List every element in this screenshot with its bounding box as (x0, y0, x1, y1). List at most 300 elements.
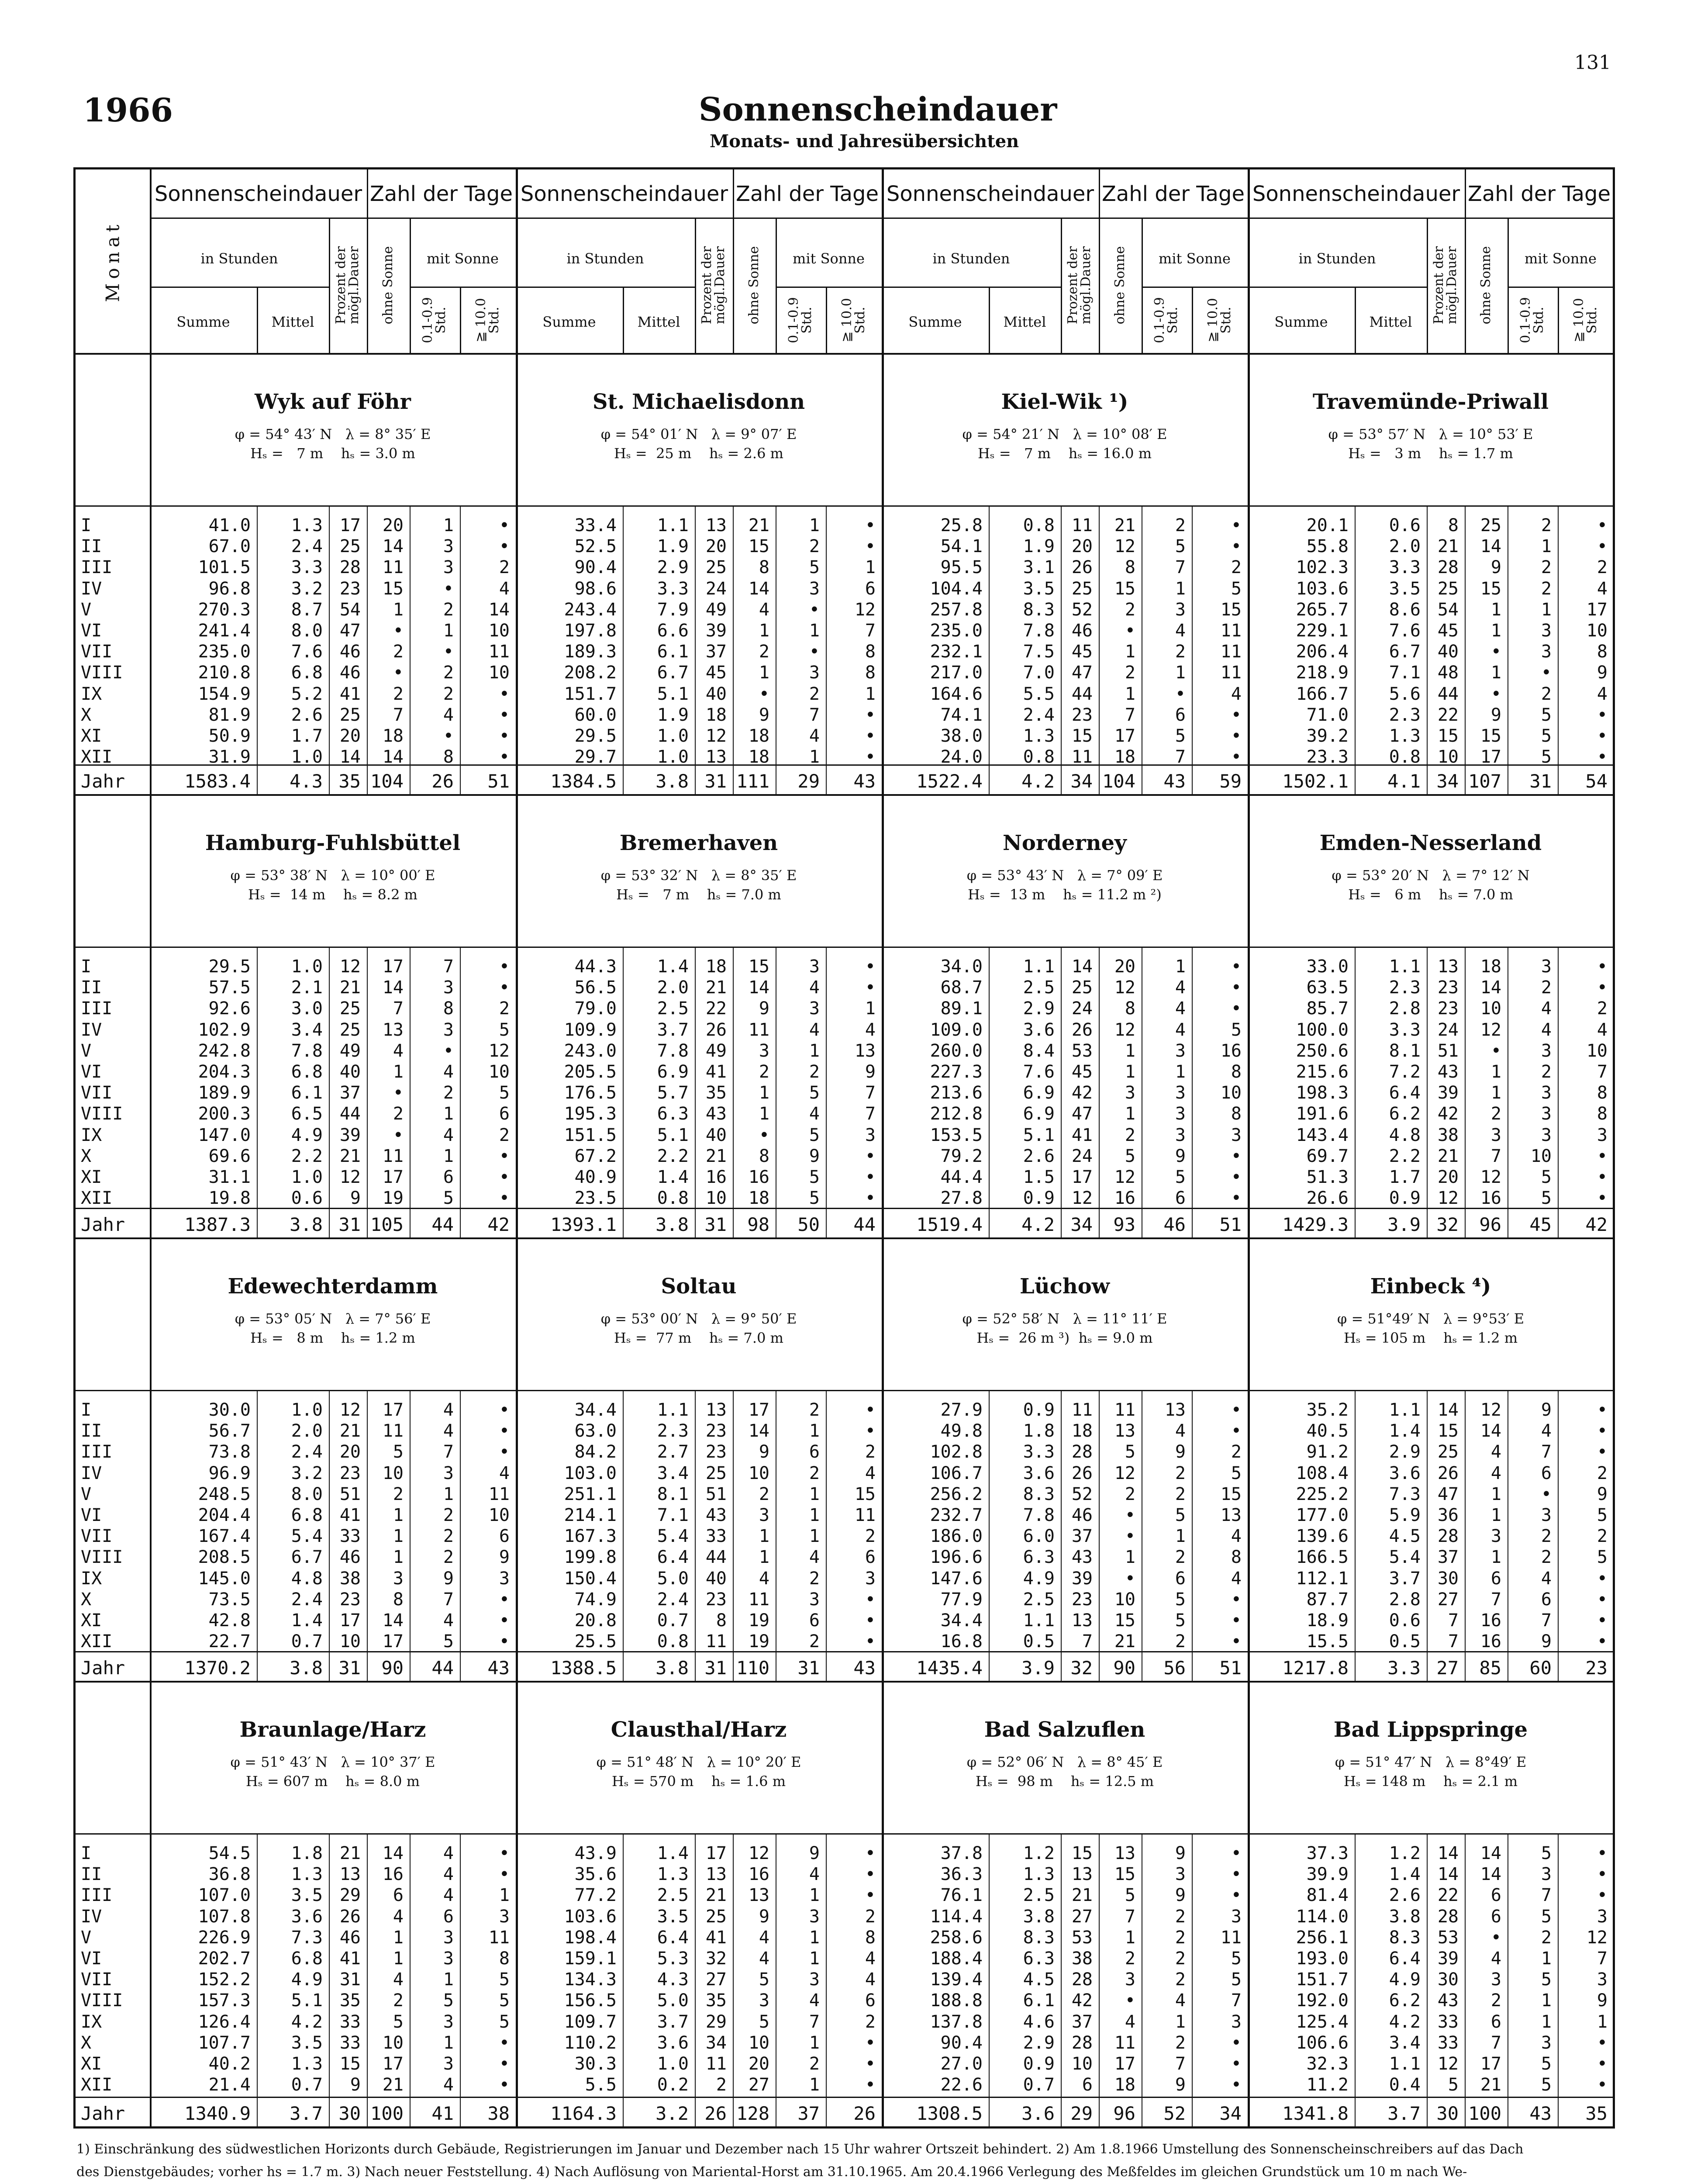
month-label: X (81, 705, 92, 725)
data-cell: 3 (1231, 1125, 1242, 1145)
data-cell: 2 (443, 663, 454, 683)
header-duration-long: ≧ 10.0 Std. (473, 298, 502, 342)
data-column (1099, 1400, 1135, 1652)
data-cell: 2 (1541, 557, 1552, 578)
data-cell: 4 (1175, 978, 1186, 998)
data-cell: 8 (716, 1610, 727, 1631)
header-zahl-der-tage: Zahl der Tage (1101, 182, 1245, 206)
data-cell: 26 (1437, 1463, 1459, 1483)
data-cell: 108.4 (1296, 1463, 1349, 1483)
data-column (776, 1400, 820, 1652)
data-cell: 9 (1175, 1146, 1186, 1166)
month-label: V (81, 1927, 92, 1948)
data-cell: 2 (1541, 978, 1552, 998)
data-cell: 23.5 (574, 1188, 617, 1209)
data-column (516, 515, 617, 767)
jahr-cell: 107 (1468, 771, 1501, 792)
data-cell: 2 (1175, 2032, 1186, 2053)
data-cell: • (499, 1864, 510, 1885)
data-cell: 25 (339, 999, 361, 1019)
data-cell: 4.9 (1389, 1970, 1421, 1990)
data-cell: 84.2 (574, 1442, 617, 1462)
data-cell: 53 (1437, 1927, 1459, 1948)
data-cell: 0.8 (657, 1188, 689, 1209)
data-cell: 4 (443, 705, 454, 725)
data-cell: 4 (1490, 1463, 1501, 1483)
data-cell: 27 (1071, 1906, 1093, 1927)
data-cell: 9 (350, 1188, 361, 1209)
data-cell: 7.9 (657, 599, 689, 620)
data-cell: 0.4 (1389, 2075, 1421, 2095)
data-cell: 39 (1437, 1949, 1459, 1969)
data-cell: 4 (809, 1547, 820, 1568)
data-cell: 41 (339, 684, 361, 704)
data-cell: 2 (1175, 1463, 1186, 1483)
data-cell: 202.7 (198, 1949, 251, 1969)
data-cell: 25.8 (940, 515, 983, 536)
data-cell: 3 (759, 1505, 769, 1526)
data-cell: 3 (1125, 1083, 1135, 1103)
data-cell: • (865, 957, 876, 977)
data-cell: • (1125, 1568, 1135, 1589)
data-cell: 54 (339, 599, 361, 620)
data-cell: 208.5 (198, 1547, 251, 1568)
data-cell: 2 (809, 684, 820, 704)
data-column (1192, 515, 1242, 767)
data-cell: 68.7 (940, 978, 983, 998)
data-cell: 1.3 (1389, 726, 1421, 746)
data-cell: 265.7 (1296, 599, 1349, 620)
jahr-cell: 23 (1585, 1657, 1608, 1679)
data-cell: 8 (865, 1927, 876, 1948)
data-cell: 3.2 (291, 1463, 323, 1483)
data-cell: 1 (1125, 1040, 1135, 1061)
month-label: IV (81, 1906, 102, 1927)
data-cell: 11 (382, 1146, 404, 1166)
data-column (695, 515, 727, 767)
header-in-stunden: in Stunden (566, 250, 644, 267)
data-cell: 147.0 (198, 1125, 251, 1145)
data-cell: 13 (1114, 1421, 1135, 1441)
data-cell: 5 (1231, 1970, 1242, 1990)
header-mittel: Mittel (1003, 314, 1046, 330)
data-cell: • (865, 747, 876, 767)
data-cell: 191.6 (1296, 1104, 1349, 1124)
data-cell: 11.2 (1306, 2075, 1349, 2095)
data-cell: 2 (1125, 1125, 1135, 1145)
data-cell: 1.0 (657, 747, 689, 767)
data-cell: 2.0 (291, 1421, 323, 1441)
data-cell: 1.1 (657, 515, 689, 536)
page-year: 1966 (83, 92, 173, 129)
data-cell: 3 (865, 1568, 876, 1589)
data-cell: 3.6 (291, 1906, 323, 1927)
data-column (1248, 1400, 1349, 1652)
data-cell: 10 (488, 1505, 510, 1526)
data-cell: • (1231, 957, 1242, 977)
data-cell: 2 (499, 1125, 510, 1145)
data-cell: 39 (705, 621, 727, 641)
data-cell: 1 (809, 1949, 820, 1969)
data-cell: 14 (1480, 1843, 1501, 1863)
data-cell: 0.9 (1389, 1188, 1421, 1209)
data-cell: 5 (1175, 1167, 1186, 1188)
data-cell: 4 (1541, 1568, 1552, 1589)
data-cell: 1 (1175, 957, 1186, 977)
data-cell: 39.9 (1306, 1864, 1349, 1885)
data-cell: 6 (865, 578, 876, 599)
header-col-rule (1427, 218, 1428, 353)
data-cell: 102.9 (198, 1019, 251, 1040)
header-mid-rule (516, 287, 695, 288)
data-cell: 2 (1175, 1949, 1186, 1969)
data-cell: 235.0 (198, 642, 251, 662)
jahr-cell: 1387.3 (184, 1214, 251, 1235)
data-cell: 41 (339, 1505, 361, 1526)
data-cell: 71.0 (1306, 705, 1349, 725)
jahr-cell: 110 (736, 1657, 769, 1679)
band-name-rule (76, 1390, 1613, 1391)
month-label: XI (81, 1610, 102, 1631)
data-cell: 192.0 (1296, 1990, 1349, 2011)
data-cell: 2 (443, 1505, 454, 1526)
data-cell: 6.9 (1023, 1083, 1055, 1103)
data-cell: 196.6 (930, 1547, 983, 1568)
data-cell: 3 (1541, 957, 1552, 977)
data-cell: 2 (1125, 663, 1135, 683)
data-cell: 1 (1125, 1927, 1135, 1948)
data-cell: 40.2 (208, 2054, 251, 2074)
data-column (695, 956, 727, 1209)
data-cell: 17 (1114, 726, 1135, 746)
data-cell: 14 (382, 536, 404, 557)
data-cell: 13 (705, 1400, 727, 1420)
data-cell: 7.1 (1389, 663, 1421, 683)
data-cell: 5 (1448, 2075, 1459, 2095)
data-column (989, 1843, 1055, 2095)
data-cell: 3.3 (291, 557, 323, 578)
header-duration-short: 0.1-0.9 Std. (786, 297, 814, 343)
data-cell: • (1597, 2075, 1608, 2095)
data-cell: 14 (1480, 1421, 1501, 1441)
data-cell: 157.3 (198, 1990, 251, 2011)
data-cell: • (1231, 515, 1242, 536)
jahr-cell: 51 (1219, 1214, 1242, 1235)
band-name-rule (76, 1833, 1613, 1835)
header-col-rule (695, 218, 696, 353)
data-cell: 14 (748, 978, 769, 998)
data-cell: 2.6 (291, 705, 323, 725)
data-cell: • (1175, 684, 1186, 704)
data-cell: 166.5 (1296, 1547, 1349, 1568)
data-cell: 11 (1220, 642, 1242, 662)
data-cell: 6 (499, 1104, 510, 1124)
data-cell: 35.6 (574, 1864, 617, 1885)
data-cell: 10 (1071, 2054, 1093, 2074)
data-cell: 17 (382, 1631, 404, 1652)
data-column (257, 1400, 323, 1652)
month-label: IX (81, 1568, 102, 1589)
header-prozent: Prozent der mögl.Dauer (1065, 246, 1094, 325)
data-cell: 1 (393, 1505, 404, 1526)
data-cell: 4 (759, 1927, 769, 1948)
data-cell: 54.1 (940, 536, 983, 557)
data-cell: 7 (393, 705, 404, 725)
jahr-cell: 44 (431, 1657, 454, 1679)
data-column (776, 1843, 820, 2095)
data-cell: 10 (339, 1631, 361, 1652)
data-cell: 151.7 (564, 684, 617, 704)
data-cell: 21 (339, 1421, 361, 1441)
data-cell: 46 (339, 642, 361, 662)
data-cell: 5 (1175, 1505, 1186, 1526)
month-label: VI (81, 1062, 102, 1082)
data-cell: 2 (393, 1484, 404, 1504)
data-cell: 8 (759, 557, 769, 578)
data-cell: • (1231, 1589, 1242, 1610)
data-cell: 51 (705, 1484, 727, 1504)
data-cell: 0.8 (1023, 515, 1055, 536)
data-cell: • (865, 1610, 876, 1631)
data-cell: 25 (705, 557, 727, 578)
data-cell: 7 (1541, 1442, 1552, 1462)
data-cell: 3 (499, 1568, 510, 1589)
data-cell: 1.1 (1389, 2054, 1421, 2074)
data-cell: • (1231, 1610, 1242, 1631)
data-cell: 7.8 (1023, 1505, 1055, 1526)
data-cell: 30.0 (208, 1400, 251, 1420)
data-column (623, 515, 689, 767)
data-cell: 260.0 (930, 1040, 983, 1061)
data-cell: 3 (1541, 1040, 1552, 1061)
data-cell: 12 (1437, 1188, 1459, 1209)
data-cell: 2.3 (1389, 705, 1421, 725)
data-cell: 5 (1231, 1949, 1242, 1969)
data-cell: 2 (443, 599, 454, 620)
data-cell: 17 (748, 1400, 769, 1420)
data-cell: • (759, 684, 769, 704)
data-cell: 8.6 (1389, 599, 1421, 620)
data-cell: 44.3 (574, 957, 617, 977)
data-cell: 20.8 (574, 1610, 617, 1631)
header-top-rule (1248, 218, 1614, 219)
data-cell: 7 (1082, 1631, 1093, 1652)
data-cell: 4.2 (291, 2011, 323, 2032)
header-ohne-sonne: ohne Sonne (1478, 246, 1494, 325)
data-cell: 43 (1437, 1990, 1459, 2011)
month-label: X (81, 1146, 92, 1166)
jahr-label: Jahr (81, 1214, 125, 1235)
jahr-cell: 56 (1163, 1657, 1186, 1679)
data-column (1099, 515, 1135, 767)
data-column (1192, 956, 1242, 1209)
data-cell: 1.1 (1389, 1400, 1421, 1420)
data-cell: 4.8 (1389, 1125, 1421, 1145)
data-cell: 76.1 (940, 1885, 983, 1906)
header-duration-long: ≧ 10.0 Std. (1205, 298, 1234, 342)
station-name: Wyk auf Föhr (255, 390, 411, 414)
data-cell: • (809, 642, 820, 662)
data-column (1427, 1843, 1459, 2095)
data-cell: 101.5 (198, 557, 251, 578)
data-cell: • (1231, 978, 1242, 998)
data-cell: 134.3 (564, 1970, 617, 1990)
data-cell: 11 (1071, 515, 1093, 536)
data-cell: • (1597, 726, 1608, 746)
data-cell: 15 (1114, 578, 1135, 599)
data-cell: • (499, 1421, 510, 1441)
month-label: VIII (81, 1547, 123, 1568)
data-column (1248, 1843, 1349, 2095)
data-cell: 12 (1114, 1167, 1135, 1188)
data-cell: 60.0 (574, 705, 617, 725)
data-cell: 27 (705, 1970, 727, 1990)
data-cell: 13 (1071, 1610, 1093, 1631)
data-cell: 6 (809, 1610, 820, 1631)
data-cell: • (499, 2054, 510, 2074)
data-column (460, 1400, 510, 1652)
data-cell: 9 (865, 1062, 876, 1082)
data-cell: 13 (1220, 1505, 1242, 1526)
data-cell: 10 (488, 621, 510, 641)
data-cell: 1 (809, 621, 820, 641)
header-mid-rule (1248, 287, 1427, 288)
data-cell: • (1231, 999, 1242, 1019)
data-cell: 18 (1114, 2075, 1135, 2095)
data-cell: 2 (759, 1484, 769, 1504)
data-cell: 3.6 (657, 2032, 689, 2053)
data-cell: 6.4 (1389, 1083, 1421, 1103)
data-cell: 226.9 (198, 1927, 251, 1948)
header-mid-rule (882, 287, 1061, 288)
data-cell: 52 (1071, 599, 1093, 620)
data-cell: • (865, 1589, 876, 1610)
data-cell: 56.7 (208, 1421, 251, 1441)
data-cell: 77.2 (574, 1885, 617, 1906)
data-column (1558, 1400, 1608, 1652)
data-cell: 3 (1175, 1125, 1186, 1145)
data-cell: 0.9 (1023, 1188, 1055, 1209)
data-cell: 2 (1175, 515, 1186, 536)
data-table (73, 167, 1615, 2129)
data-cell: 21 (705, 978, 727, 998)
data-cell: 1.0 (657, 2054, 689, 2074)
data-cell: 2.4 (291, 1589, 323, 1610)
data-cell: 139.4 (930, 1970, 983, 1990)
data-cell: 3.2 (291, 578, 323, 599)
data-cell: 7 (1541, 1885, 1552, 1906)
data-cell: 5.9 (1389, 1505, 1421, 1526)
data-cell: 1 (443, 1484, 454, 1504)
data-cell: 7 (1175, 557, 1186, 578)
data-cell: 3.6 (1023, 1463, 1055, 1483)
data-cell: 1 (1541, 1990, 1552, 2011)
data-cell: • (499, 515, 510, 536)
data-cell: • (499, 705, 510, 725)
data-cell: 137.8 (930, 2011, 983, 2032)
data-cell: 39 (339, 1125, 361, 1145)
data-cell: 1 (393, 1062, 404, 1082)
data-cell: 42 (1071, 1990, 1093, 2011)
jahr-cell: 43 (853, 1657, 876, 1679)
data-cell: 0.5 (1389, 1631, 1421, 1652)
data-cell: 6.1 (1023, 1990, 1055, 2011)
jahr-cell: 3.3 (1387, 1657, 1421, 1679)
data-cell: 29.5 (208, 957, 251, 977)
data-cell: 0.9 (1023, 1400, 1055, 1420)
jahr-cell: 93 (1113, 1214, 1135, 1235)
data-cell: 17 (382, 1167, 404, 1188)
jahr-cell: 27 (1436, 1657, 1459, 1679)
data-cell: • (1231, 1167, 1242, 1188)
data-cell: • (1490, 642, 1501, 662)
data-cell: 21 (1114, 515, 1135, 536)
data-cell: • (499, 1442, 510, 1462)
data-cell: 5 (1541, 2075, 1552, 2095)
data-cell: 3 (1490, 1526, 1501, 1547)
month-label: VIII (81, 1104, 123, 1124)
data-cell: 5 (809, 1083, 820, 1103)
data-cell: 9 (1175, 1442, 1186, 1462)
data-cell: 11 (1220, 663, 1242, 683)
data-cell: 9 (1490, 705, 1501, 725)
month-label: XII (81, 2075, 113, 2095)
data-column (1061, 956, 1093, 1209)
data-cell: • (1231, 1631, 1242, 1652)
data-cell: 54 (1437, 599, 1459, 620)
data-cell: 0.8 (657, 1631, 689, 1652)
data-cell: 3 (443, 1463, 454, 1483)
data-cell: 6 (809, 1442, 820, 1462)
data-cell: 12 (339, 1167, 361, 1188)
data-cell: 15 (382, 578, 404, 599)
data-cell: • (1231, 1146, 1242, 1166)
data-cell: 109.0 (930, 1019, 983, 1040)
month-label: IX (81, 684, 102, 704)
data-cell: 12 (1114, 978, 1135, 998)
data-cell: 26 (339, 1906, 361, 1927)
month-label: I (81, 1400, 92, 1420)
header-duration-short: 0.1-0.9 Std. (420, 297, 448, 343)
data-cell: 5 (1541, 1906, 1552, 1927)
data-cell: 2 (759, 1062, 769, 1082)
data-column (367, 956, 404, 1209)
data-cell: 2 (443, 1083, 454, 1103)
data-cell: 37 (1071, 1526, 1093, 1547)
data-cell: 13 (748, 1885, 769, 1906)
data-cell: 2 (1175, 1547, 1186, 1568)
data-cell: 21 (1437, 1146, 1459, 1166)
data-cell: 23 (1437, 999, 1459, 1019)
data-cell: 7 (1541, 1610, 1552, 1631)
jahr-cell: 34 (1070, 771, 1093, 792)
data-cell: 1 (1490, 1505, 1501, 1526)
data-cell: 198.4 (564, 1927, 617, 1948)
data-cell: 2 (1175, 1927, 1186, 1948)
data-cell: 257.8 (930, 599, 983, 620)
data-cell: 256.1 (1296, 1927, 1349, 1948)
data-cell: 1 (393, 599, 404, 620)
data-cell: 74.9 (574, 1589, 617, 1610)
data-cell: 36 (1437, 1505, 1459, 1526)
station-heights: Hₛ = 105 m hₛ = 1.2 m (1343, 1330, 1518, 1346)
data-cell: 29 (339, 1885, 361, 1906)
data-cell: 25 (339, 705, 361, 725)
data-cell: • (499, 1589, 510, 1610)
data-cell: 2 (1541, 1927, 1552, 1948)
data-cell: 30 (1437, 1568, 1459, 1589)
station-coordinates: φ = 51°49′ N λ = 9°53′ E (1337, 1310, 1525, 1327)
